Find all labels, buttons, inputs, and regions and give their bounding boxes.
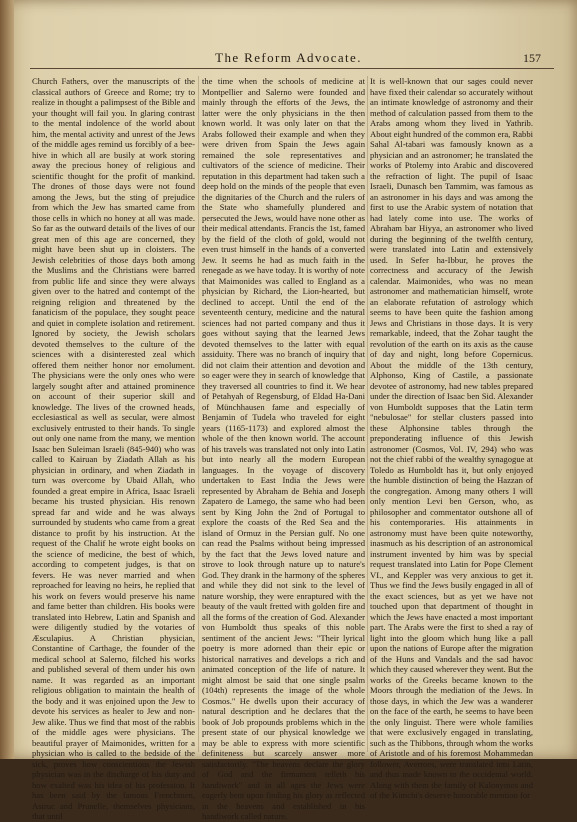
book-spine (0, 0, 14, 759)
page-number: 157 (523, 51, 541, 65)
header-rule (30, 68, 554, 69)
column-3-text: It is well-known that our sages could never have fixed their calendar so accurately without an intimate knowledge of astronomy and their method of calculation passed from them to the Arabs among whom they lived in Yathrib. About eight hundred of the common era, Rabbi Sahal Al-tabari was famously known as a physician and an astronomer; he translated the works of Ptolemy into Arabic and discovered the refraction of light. The pupil of Isaac Israeli, Dunasch ben Tammim, was famous as an astronomer in his days and was among the first to use the Arabic system of notation that had lately come into use. The works of Abraham bar Hiyya, an astronomer who lived during the beginning of the twelfth century, were translated into Latin and extensively used. In Sefer ha-Ibbur, he proves the correctness and accuracy of the Jewish calendar. Maimonides, who was no mean astronomer and mathematician himself, wrote an elaborate refutation of astrology which seems to have been quite the fashion among Jews and Christians in those days. It is very remarkable, indeed, that the Zohar taught the revolution of the earth on its axis as the cause of day and night, long before Copernicus. About the middle of the 13th century, Alphonso, King of Castile, a passionate devotee of astronomy, had new tables prepared under the direction of Isaac ben Sid. Alexander von Humboldt supposes that the Latin term "nebulosae" for stellar clusters passed into these Alphonsine tables through the preponderating influence of this Jewish astronomer (Cosmos, Vol. IV, 294) who was not the chief rabbi of the wealthy synagogue at Toledo as Humboldt has it, but only enjoyed the humble distinction of being the Hazzan of the congregation. Among many others I will only mention Levi ben Gerson, who, as philosopher and commentator outshone all of his contemporaries. His attainments in astronomy must have been quite noteworthy, inasmuch as his description of an astronomical instrument invented by him was by special request translated into Latin for Pope Clement VI., and Keppler was very anxious to get it. Thus we find the Jews busily engaged in all of the exact sciences, but as yet we have not touched upon that department of thought in which the Jews have enacted a most important part. The Arabs were the first to shed a ray of light into the gloom which hung like a pall upon the nations of Europe after the migration of the Huns and Vandals and the sad havoc which they caused wherever they went. But the works of the Greeks became known to the Moors through the mediation of the Jews. In those days, in which the Jew was a wanderer on the face of the earth, he seems to have been the only linguist. There were whole families that were exclusively engaged in translating, such as the Thibbons, through whom the works of Aristotle and of his foremost Mohammedan follower, Averroes, were translated into Latin, and thus made known to the occidental world. Along with them the family of Kalonymos and of the Kimchi's deserve honorable mention for (370, 76, 533, 800)
column-divider (198, 76, 199, 752)
column-divider (367, 76, 368, 752)
running-head (0, 50, 577, 70)
text-column-3 (370, 76, 533, 800)
column-1-text: Church Fathers, over the manuscripts of the classical authors of Greece and Rome; try to realize in thought a palimpsest of the Bible and your thought will fail you. In glaring contrast to the mental indolence of the world about him, the mental activity and unrest of the Jews of the middle ages remind us forcibly of a bee-hive in which all are busily at work storing away the precious honey of religious and scientific thought for the profit of mankind. The drones of those days were not found among the Jews, but the sting of prejudice from which the Jew has smarted came from those cells in which no honey at all was made. So far as the outward details of the lives of our great men of this age are concerned, they might have been shut up in cloisters. The Jewish celebrities of those days both among the Muslims and the Christians were barred from public life and since they were always given over to the hatred and contempt of the reigning religion and threatened by the fanaticism of the populace, they sought peace and quiet in complete isolation and retirement. Ignored by society, the Jewish scholars devoted themselves to the culture of the sciences with a disinterested zeal which offered them neither honor nor emolument. The physicians were the only ones who were largely sought after and attained prominence on account of their superior skill and knowledge. The lives of the crowned heads, ecclesiastical as well as secular, were almost exclusively entrusted to their hands. To single out only one name from the many, we mention Isaac ben Suleiman Israeli (845-940) who was called to Kairuan by Ziadath Allah as his physician in ordinary, and when Ziadath in turn was overcome by Ubaid Allah, who founded a great empire in Africa, Isaac Israeli became his trusted physician. His renown spread far and wide and he was always surrounded by students who came from a great distance to profit by his instruction. At the request of the Chalif he wrote eight books on the science of medicine, the best of which, according to competent judges, is that on fevers. He was never married and when reproached for leaving no heirs, he replied that his work on fevers would preserve his name and fame better than children. His books were translated into Hebrew, Latin and Spanish and were diligently studied by the votaries of Æsculapius. A Christian physician, Constantine of Carthage, the founder of the medical school at Salerno, filched his works and published several of them under his own name. It was regarded as an important religious obligation to maintain the health of the body and it was enjoined upon the Jew to devote his services as healer to Jew and non-Jew alike. Thus we find that most of the rabbis of the middle ages were physicians. The beautiful prayer of Maimonides, written for a physician who is called to the bedside of the sick, proves how conscientious the Jewish physician was in the discharge of his duty and how exalted was his idea of his profession. It has been said by the famous Frenchmen, Astruc and Prunelle, themselves physicians, that until (32, 76, 195, 821)
column-2-text: the time when the schools of medicine at Montpellier and Salerno were founded and mainly through the efforts of the Jews, the latter were the only physicians in the then known world. It was only later on that the Arabs followed their example and when they were driven from Spain the Jews again remained the sole representatives and cultivators of the science of medicine. Their reputation in this department had taken such a deep hold on the minds of the people that even the dignitaries of the Church and the rulers of the State who shamefully plundered and persecuted the Jews, would have none other as their medical attendants. Francis the 1st, famed by the field of the cloth of gold, would not even trust himself in the hands of a converted Jew. It seems he had as much faith in the renegade as we have today. It is worthy of note that Maimonides was called to England as a physician by Richard, the Lion-hearted, but declined to accept. Until the end of the seventeenth century, medicine and the natural sciences had not parted company and thus it goes without saying that the learned Jews devoted themselves to the latter with equal assiduity. There was no branch of inquiry that did not claim their attention and devotion and so eager were they in search of knowledge that they traversed all countries to find it. We hear of Petahyah of Regensburg, of Eldad Ha-Dani of Münchhausen fame and especially of Benjamin of Tudela who traveled for eight years (1165-1173) and explored almost the whole of the then known world. The account of his travels was translated not only into Latin but into nearly all the modern European languages. In the voyage of discovery undertaken to East India the Jews were represented by Abraham de Behia and Joseph Zapatero de Lamego, the same who had been sent by King John the 2nd of Portugal to explore the coasts of the Red Sea and the island of Ormuz in the Persian gulf. No one can read the Psalms without being impressed by the fact that the Jews loved nature and strove to look through nature up to nature's God. They drank in the harmony of the spheres and while they did not sink to the level of nature worship, they were enraptured with the beauty of the vault fretted with golden fire and all the forms of the creation of God. Alexander von Humboldt thus speaks of this noble sentiment of the ancient Jews: "Their lyrical poetry is more adorned than their epic or historical narratives and develops a rich and animated conception of the life of nature. It might almost be said that one single psalm (104th) represents the image of the whole Cosmos." He dwells upon their accuracy of natural description and he declares that the book of Job propounds problems which in the present state of our physical knowledge we may be able to express with more scientific definiteness but scarcely answer more satisfactorily. "The heavens declare the glory of God and the firmament telleth his handiwork" and in all ages the Jews were eagerly bent upon finding his glory as reflected in the heavens and established in his handiwork called nature. (202, 76, 365, 821)
text-column-1 (32, 76, 195, 821)
journal-title: The Reform Advocate. (215, 50, 362, 65)
text-column-2 (202, 76, 365, 821)
